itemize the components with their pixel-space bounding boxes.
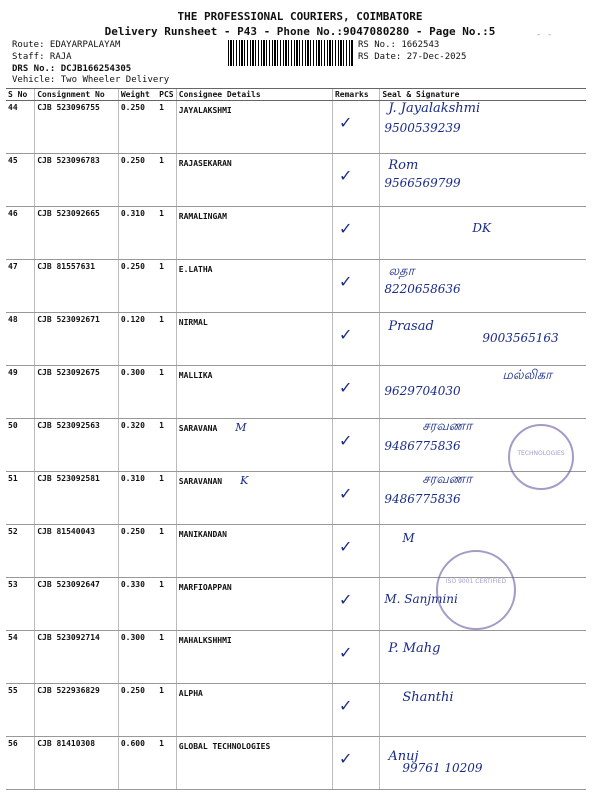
col-remarks: Remarks (332, 89, 379, 101)
signature-text: Shanthi (402, 690, 454, 705)
col-consignee: Consignee Details (176, 89, 332, 101)
remarks-tick: ✓ (332, 366, 379, 419)
signature-phone: M (402, 531, 415, 545)
signature-phone: 99761 10209 (402, 761, 483, 775)
row-sno: 48 (6, 313, 35, 366)
handwritten-initial: M (235, 421, 247, 434)
table-row (6, 101, 586, 154)
row-consignment: CJB 523092665 (35, 207, 119, 260)
row-weight: 0.250 (118, 154, 157, 207)
row-consignee: MAHALKSHHMI (176, 631, 332, 684)
table-header-row (6, 89, 586, 101)
row-sno: 50 (6, 419, 35, 472)
signature-phone: DK (472, 221, 491, 235)
signature-phone: M. Sanjmini (384, 592, 458, 606)
signature-phone: 9486775836 (384, 492, 461, 506)
remarks-tick: ✓ (332, 101, 379, 154)
row-weight: 0.120 (118, 313, 157, 366)
remarks-tick: ✓ (332, 684, 379, 737)
signature-cell (380, 684, 586, 737)
row-consignee: RAJASEKARAN (176, 154, 332, 207)
signature-cell (380, 737, 586, 790)
row-pcs: 1 (157, 525, 176, 578)
table-row (6, 472, 586, 525)
row-consignee: ALPHA (176, 684, 332, 737)
row-consignment: CJB 523092581 (35, 472, 119, 525)
signature-phone: 9629704030 (384, 384, 461, 398)
row-weight: 0.250 (118, 684, 157, 737)
signature-phone: 9500539239 (384, 121, 461, 135)
row-sno: 44 (6, 101, 35, 154)
row-consignee: SARAVANA M (176, 419, 332, 472)
table-row (6, 207, 586, 260)
signature-phone: 9003565163 (482, 331, 559, 345)
row-consignment: CJB 523096755 (35, 101, 119, 154)
drs-number: DRS No.: DCJB166254305 (12, 64, 132, 74)
row-pcs: 1 (157, 260, 176, 313)
signature-text: சரவணா (422, 419, 473, 434)
row-consignment: CJB 522936829 (35, 684, 119, 737)
row-consignee: MALLIKA (176, 366, 332, 419)
rs-date: RS Date: 27-Dec-2025 (358, 52, 467, 62)
table-row (6, 631, 586, 684)
remarks-tick: ✓ (332, 260, 379, 313)
row-weight: 0.600 (118, 737, 157, 790)
remarks-tick: ✓ (332, 419, 379, 472)
row-consignee: SARAVANAN K (176, 472, 332, 525)
row-weight: 0.330 (118, 578, 157, 631)
col-consignment: Consignment No (35, 89, 119, 101)
row-pcs: 1 (157, 737, 176, 790)
signature-phone: 9566569799 (384, 176, 461, 190)
row-pcs: 1 (157, 366, 176, 419)
col-pcs: PCS (157, 89, 176, 101)
signature-cell (380, 207, 586, 260)
signature-text: Rom (388, 158, 419, 173)
table-row (6, 260, 586, 313)
signature-text: Anuj (388, 749, 419, 764)
row-consignment: CJB 81557631 (35, 260, 119, 313)
remarks-tick: ✓ (332, 207, 379, 260)
row-consignee: RAMALINGAM (176, 207, 332, 260)
signature-cell (380, 101, 586, 154)
signature-text: மல்லிகா (502, 368, 552, 383)
row-pcs: 1 (157, 472, 176, 525)
signature-cell (380, 631, 586, 684)
row-consignment: CJB 523092675 (35, 366, 119, 419)
row-consignee: NIRMAL (176, 313, 332, 366)
col-sno: S No (6, 89, 35, 101)
signature-cell (380, 260, 586, 313)
row-sno: 45 (6, 154, 35, 207)
row-sno: 46 (6, 207, 35, 260)
col-signature: Seal & Signature (380, 89, 586, 101)
signature-text: Prasad (388, 319, 434, 334)
company-seal-stamp: TECHNOLOGIES (508, 424, 574, 490)
row-consignee: MANIKANDAN (176, 525, 332, 578)
vehicle-label: Vehicle: Two Wheeler Delivery (12, 75, 170, 85)
corner-mark: - - (536, 30, 553, 40)
row-sno: 51 (6, 472, 35, 525)
signature-cell (380, 154, 586, 207)
row-consignment: CJB 81540043 (35, 525, 119, 578)
row-sno: 49 (6, 366, 35, 419)
row-pcs: 1 (157, 578, 176, 631)
table-row (6, 419, 586, 472)
row-sno: 53 (6, 578, 35, 631)
row-consignment: CJB 523092671 (35, 313, 119, 366)
row-consignment: CJB 523096783 (35, 154, 119, 207)
staff-label: Staff: RAJA (12, 52, 72, 62)
rs-number: RS No.: 1662543 (358, 40, 440, 50)
row-pcs: 1 (157, 207, 176, 260)
col-weight: Weight (118, 89, 157, 101)
signature-text: லதா (388, 264, 415, 279)
row-weight: 0.250 (118, 525, 157, 578)
row-weight: 0.300 (118, 366, 157, 419)
runsheet-table (6, 88, 586, 790)
remarks-tick: ✓ (332, 578, 379, 631)
table-row (6, 684, 586, 737)
row-consignment: CJB 81410308 (35, 737, 119, 790)
row-pcs: 1 (157, 101, 176, 154)
route-label: Route: EDAYARPALAYAM (12, 40, 121, 50)
row-weight: 0.310 (118, 472, 157, 525)
barcode (228, 40, 354, 66)
row-weight: 0.320 (118, 419, 157, 472)
row-weight: 0.250 (118, 260, 157, 313)
company-title: THE PROFESSIONAL COURIERS, COIMBATORE (177, 10, 423, 23)
signature-text: J. Jayalakshmi (388, 101, 481, 116)
row-consignment: CJB 523092647 (35, 578, 119, 631)
row-sno: 55 (6, 684, 35, 737)
row-sno: 47 (6, 260, 35, 313)
row-sno: 56 (6, 737, 35, 790)
table-row (6, 737, 586, 790)
signature-text: சரவணா (422, 472, 473, 487)
row-weight: 0.300 (118, 631, 157, 684)
row-consignment: CJB 523092563 (35, 419, 119, 472)
remarks-tick: ✓ (332, 525, 379, 578)
remarks-tick: ✓ (332, 154, 379, 207)
handwritten-initial: K (240, 474, 249, 487)
row-sno: 54 (6, 631, 35, 684)
remarks-tick: ✓ (332, 631, 379, 684)
row-sno: 52 (6, 525, 35, 578)
remarks-tick: ✓ (332, 472, 379, 525)
signature-cell (380, 313, 586, 366)
signature-phone: 8220658636 (384, 282, 461, 296)
runsheet-title: Delivery Runsheet - P43 - Phone No.:9047080280 - Page No.:5 (104, 25, 496, 38)
row-pcs: 1 (157, 631, 176, 684)
row-pcs: 1 (157, 154, 176, 207)
row-consignee: GLOBAL TECHNOLOGIES (176, 737, 332, 790)
row-pcs: 1 (157, 419, 176, 472)
table-row (6, 313, 586, 366)
row-pcs: 1 (157, 313, 176, 366)
row-weight: 0.250 (118, 101, 157, 154)
signature-cell (380, 366, 586, 419)
row-weight: 0.310 (118, 207, 157, 260)
row-consignment: CJB 523092714 (35, 631, 119, 684)
table-row (6, 154, 586, 207)
row-consignee: E.LATHA (176, 260, 332, 313)
signature-text: P. Mahg (388, 641, 441, 656)
iso-certified-stamp: ISO 9001 CERTIFIED (436, 550, 516, 630)
row-consignee: MARFIOAPPAN (176, 578, 332, 631)
remarks-tick: ✓ (332, 737, 379, 790)
signature-phone: 9486775836 (384, 439, 461, 453)
remarks-tick: ✓ (332, 313, 379, 366)
row-pcs: 1 (157, 684, 176, 737)
row-consignee: JAYALAKSHMI (176, 101, 332, 154)
table-row (6, 366, 586, 419)
